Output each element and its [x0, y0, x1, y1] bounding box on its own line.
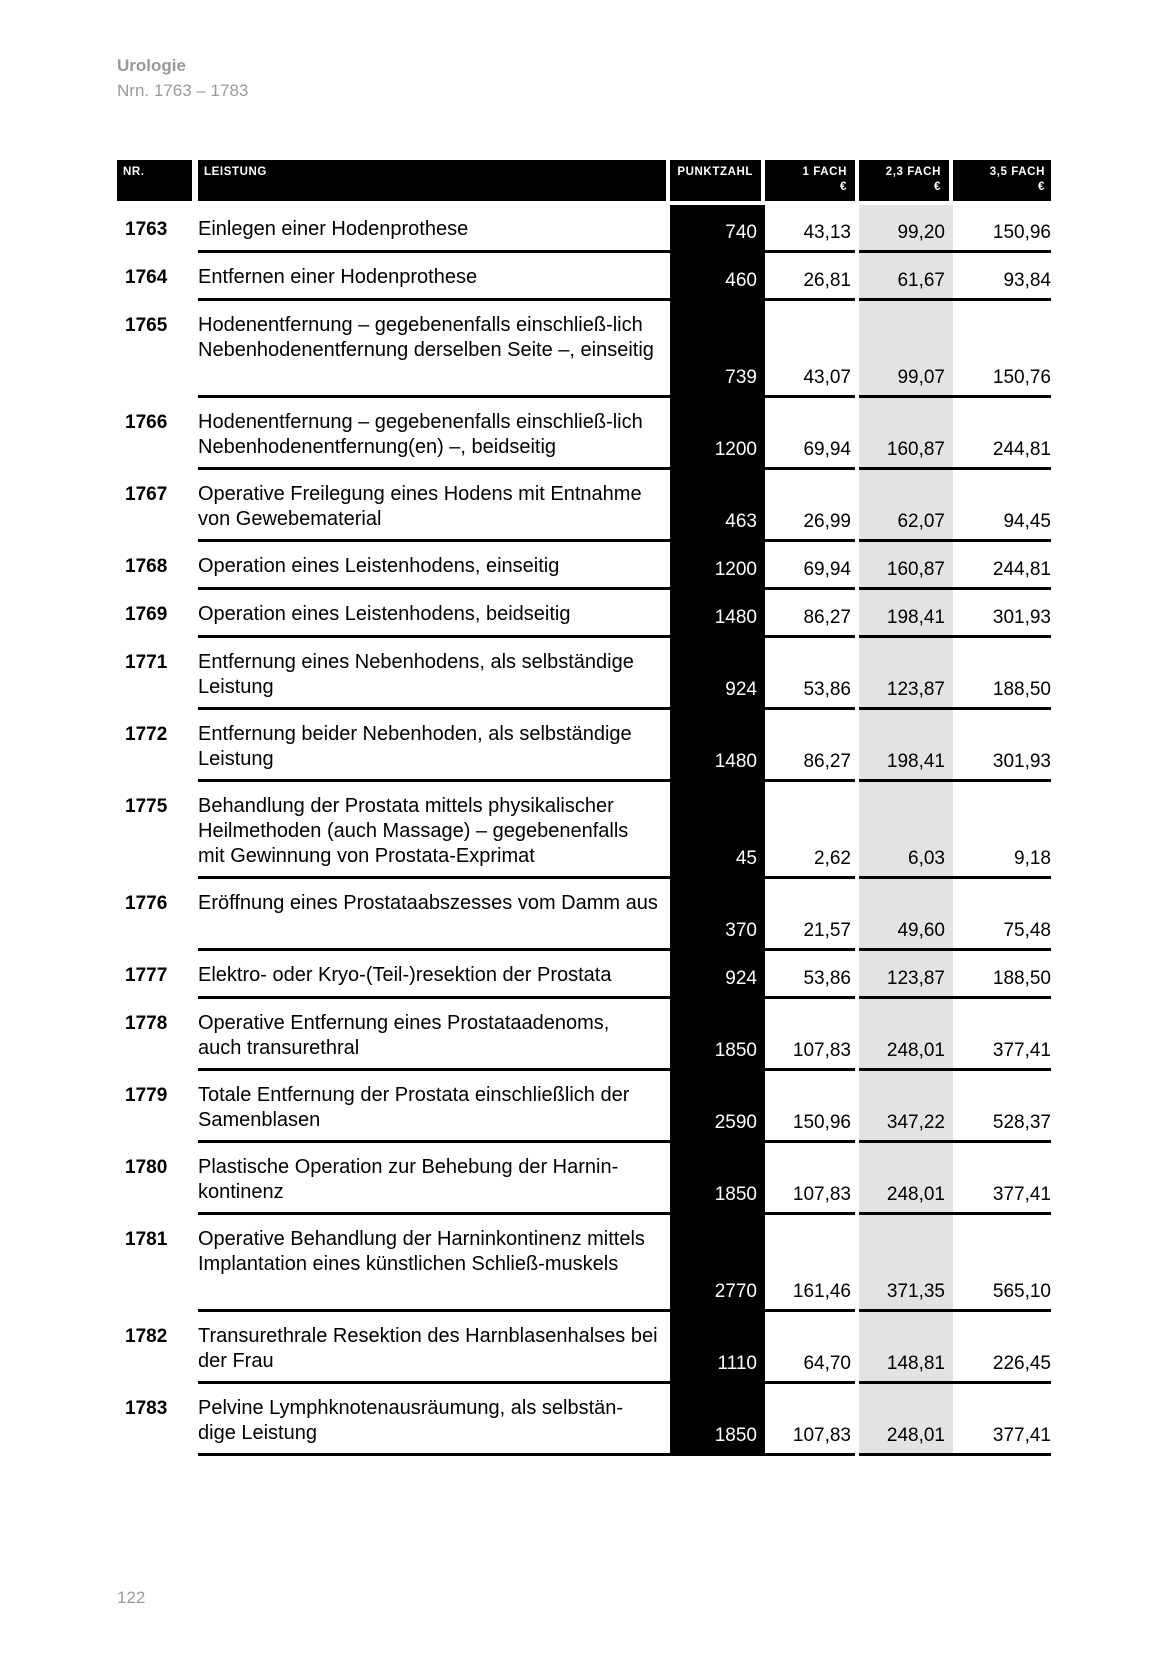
row-punktzahl: 1110 — [717, 1353, 757, 1374]
table-row — [117, 638, 1051, 710]
row-2-3-fach: 62,07 — [897, 511, 945, 532]
column-header-punktzahl: PUNKTZAHL — [670, 160, 761, 201]
row-1-fach: 26,99 — [803, 511, 851, 532]
row-2-3-fach: 198,41 — [886, 751, 945, 772]
row-leistung: Elektro- oder Kryo-(Teil-)resektion der Prostata — [198, 964, 612, 986]
row-2-3-fach: 347,22 — [886, 1112, 945, 1133]
row-3-5-fach: 75,48 — [1003, 920, 1051, 941]
row-1-fach: 161,46 — [792, 1281, 851, 1302]
row-1-fach: 107,83 — [792, 1425, 851, 1446]
row-1-fach: 43,13 — [803, 222, 851, 243]
table-row — [117, 542, 1051, 590]
row-2-3-fach: 160,87 — [886, 559, 945, 580]
row-2-3-fach: 248,01 — [886, 1040, 945, 1061]
row-1-fach: 2,62 — [814, 848, 851, 869]
table-row — [117, 590, 1051, 638]
table-row — [117, 1215, 1051, 1312]
table-row — [117, 951, 1051, 999]
row-nr: 1763 — [125, 219, 168, 240]
row-nr: 1764 — [125, 267, 168, 288]
row-divider — [765, 1453, 855, 1456]
table-row — [117, 1143, 1051, 1215]
row-leistung: Transurethrale Resektion des Harnblasenhalses bei der Frau — [198, 1325, 658, 1372]
row-nr: 1779 — [125, 1085, 168, 1106]
row-leistung: Einlegen einer Hodenprothese — [198, 218, 469, 240]
row-2-3-fach: 371,35 — [886, 1281, 945, 1302]
row-leistung: Eröffnung eines Prostataabszesses vom Damm aus — [198, 892, 658, 914]
row-2-3-fach: 49,60 — [897, 920, 945, 941]
row-punktzahl: 460 — [725, 270, 757, 291]
page-header — [117, 55, 248, 102]
table-header — [117, 160, 1051, 201]
row-2-3-fach: 160,87 — [886, 439, 945, 460]
row-punktzahl: 740 — [725, 222, 757, 243]
row-2-3-fach: 123,87 — [886, 968, 945, 989]
table-row — [117, 1312, 1051, 1384]
table-row — [117, 470, 1051, 542]
table-row — [117, 782, 1051, 879]
row-leistung: Entfernung beider Nebenhoden, als selbständige Leistung — [198, 723, 632, 770]
row-1-fach: 64,70 — [803, 1353, 851, 1374]
row-leistung: Totale Entfernung der Prostata einschließlich der Samenblasen — [198, 1084, 630, 1131]
row-nr: 1768 — [125, 556, 168, 577]
row-2-3-fach: 61,67 — [897, 270, 945, 291]
row-punktzahl: 45 — [735, 848, 757, 869]
row-leistung: Pelvine Lymphknotenausräumung, als selbstän-dige Leistung — [198, 1397, 624, 1444]
row-3-5-fach: 150,76 — [992, 367, 1051, 388]
fee-table — [117, 160, 1051, 1456]
row-punktzahl: 1200 — [714, 559, 757, 580]
row-leistung: Operative Entfernung eines Prostataadenoms, auch transurethral — [198, 1012, 610, 1059]
row-1-fach: 43,07 — [803, 367, 851, 388]
row-1-fach: 107,83 — [792, 1040, 851, 1061]
row-punktzahl: 2590 — [714, 1112, 757, 1133]
row-nr: 1771 — [125, 652, 168, 673]
row-nr: 1769 — [125, 604, 168, 625]
row-nr: 1776 — [125, 893, 168, 914]
row-nr: 1780 — [125, 1157, 168, 1178]
row-leistung: Hodenentfernung – gegebenenfalls einschließ-lich Nebenhodenentfernung(en) –, beidseitig — [198, 411, 643, 458]
row-1-fach: 53,86 — [803, 968, 851, 989]
row-divider — [859, 1453, 953, 1456]
table-row — [117, 205, 1051, 253]
row-punktzahl: 1850 — [714, 1425, 757, 1446]
table-row — [117, 710, 1051, 782]
table-row — [117, 999, 1051, 1071]
table-row — [117, 253, 1051, 301]
row-3-5-fach: 188,50 — [992, 968, 1051, 989]
row-nr: 1781 — [125, 1229, 168, 1250]
row-3-5-fach: 377,41 — [992, 1425, 1051, 1446]
row-2-3-fach: 198,41 — [886, 607, 945, 628]
table-row — [117, 1384, 1051, 1456]
row-1-fach: 69,94 — [803, 439, 851, 460]
row-leistung: Entfernung eines Nebenhodens, als selbständige Leistung — [198, 651, 634, 698]
row-1-fach: 26,81 — [803, 270, 851, 291]
table-row — [117, 1071, 1051, 1143]
row-leistung: Hodenentfernung – gegebenenfalls einschließ-lich Nebenhodenentfernung derselben Seite –, einseitig — [198, 314, 654, 361]
row-3-5-fach: 93,84 — [1003, 270, 1051, 291]
row-punktzahl: 1480 — [714, 751, 757, 772]
table-row — [117, 398, 1051, 470]
row-2-3-fach: 99,20 — [897, 222, 945, 243]
row-nr: 1778 — [125, 1013, 168, 1034]
row-2-3-fach: 6,03 — [908, 848, 945, 869]
row-leistung: Operative Freilegung eines Hodens mit Entnahme von Gewebematerial — [198, 483, 642, 530]
row-divider — [198, 1453, 670, 1456]
row-punktzahl: 1850 — [714, 1184, 757, 1205]
column-header-1-fach: 1 FACH € — [765, 160, 855, 201]
number-range: Nrn. 1763 – 1783 — [117, 81, 249, 100]
row-3-5-fach: 377,41 — [992, 1040, 1051, 1061]
row-3-5-fach: 565,10 — [992, 1281, 1051, 1302]
row-punktzahl: 2770 — [714, 1281, 757, 1302]
row-1-fach: 69,94 — [803, 559, 851, 580]
row-nr: 1775 — [125, 796, 168, 817]
row-3-5-fach: 301,93 — [992, 751, 1051, 772]
row-punktzahl: 1850 — [714, 1040, 757, 1061]
row-leistung: Entfernen einer Hodenprothese — [198, 266, 478, 288]
row-nr: 1783 — [125, 1398, 168, 1419]
column-header-leistung: LEISTUNG — [198, 160, 666, 201]
row-1-fach: 86,27 — [803, 607, 851, 628]
row-3-5-fach: 94,45 — [1003, 511, 1051, 532]
row-2-3-fach: 99,07 — [897, 367, 945, 388]
row-3-5-fach: 9,18 — [1014, 848, 1051, 869]
row-leistung: Operative Behandlung der Harninkontinenz mittels Implantation eines künstlichen Schließ-muskels — [198, 1228, 645, 1275]
row-punktzahl: 1480 — [714, 607, 757, 628]
row-nr: 1782 — [125, 1326, 168, 1347]
row-punktzahl: 924 — [725, 679, 757, 700]
row-leistung: Operation eines Leistenhodens, einseitig — [198, 555, 560, 577]
table-body — [117, 205, 1051, 1456]
row-nr: 1766 — [125, 412, 168, 433]
row-3-5-fach: 188,50 — [992, 679, 1051, 700]
row-3-5-fach: 150,96 — [992, 222, 1051, 243]
row-nr: 1777 — [125, 965, 168, 986]
row-punktzahl: 739 — [725, 367, 757, 388]
row-1-fach: 86,27 — [803, 751, 851, 772]
row-2-3-fach: 248,01 — [886, 1184, 945, 1205]
row-leistung: Plastische Operation zur Behebung der Harnin-kontinenz — [198, 1156, 619, 1203]
column-header-3-5-fach: 3,5 FACH € — [953, 160, 1051, 201]
row-1-fach: 21,57 — [803, 920, 851, 941]
row-punktzahl: 463 — [725, 511, 757, 532]
table-row — [117, 301, 1051, 398]
row-2-3-fach: 123,87 — [886, 679, 945, 700]
page-number: 122 — [117, 1588, 146, 1607]
row-punktzahl: 1200 — [714, 439, 757, 460]
column-header-2-3-fach: 2,3 FACH € — [859, 160, 949, 201]
row-2-3-fach: 148,81 — [886, 1353, 945, 1374]
row-divider — [953, 1453, 1051, 1456]
row-1-fach: 150,96 — [792, 1112, 851, 1133]
row-2-3-fach: 248,01 — [886, 1425, 945, 1446]
row-3-5-fach: 244,81 — [992, 559, 1051, 580]
row-3-5-fach: 377,41 — [992, 1184, 1051, 1205]
row-punktzahl: 370 — [725, 920, 757, 941]
row-punktzahl: 924 — [725, 968, 757, 989]
column-header-nr: NR. — [117, 160, 192, 201]
row-nr: 1772 — [125, 724, 168, 745]
section-title: Urologie — [117, 56, 186, 75]
row-nr: 1765 — [125, 315, 168, 336]
row-3-5-fach: 226,45 — [992, 1353, 1051, 1374]
row-1-fach: 107,83 — [792, 1184, 851, 1205]
row-leistung: Operation eines Leistenhodens, beidseitig — [198, 603, 571, 625]
row-3-5-fach: 301,93 — [992, 607, 1051, 628]
table-row — [117, 879, 1051, 951]
row-3-5-fach: 244,81 — [992, 439, 1051, 460]
row-leistung: Behandlung der Prostata mittels physikalischer Heilmethoden (auch Massage) – gegebenenfalls mit Gewinnung von Prostata-Exprimat — [198, 795, 629, 867]
row-nr: 1767 — [125, 484, 168, 505]
row-3-5-fach: 528,37 — [992, 1112, 1051, 1133]
row-1-fach: 53,86 — [803, 679, 851, 700]
